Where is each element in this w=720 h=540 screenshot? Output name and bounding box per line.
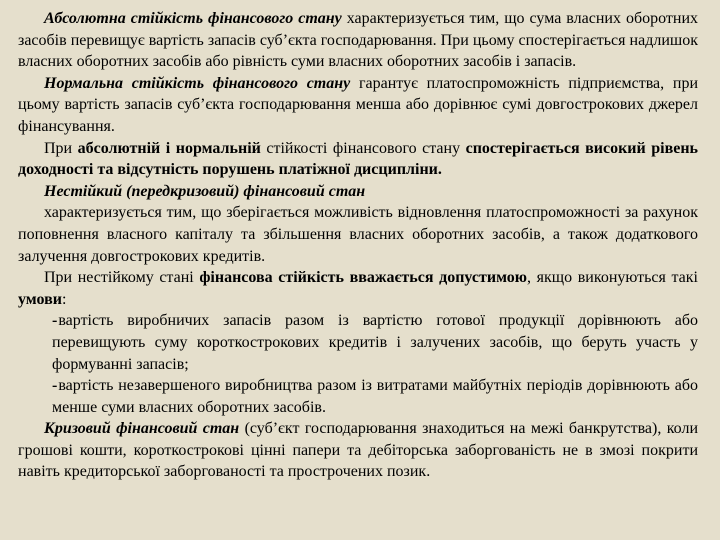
paragraph-absolute-normal-summary — [18, 138, 698, 181]
paragraph-text: , якщо виконуються такі — [527, 269, 699, 287]
list-item-text: вартість виробничих запасів разом із вартістю готової продукції дорівнюють або перевищують суму короткострокових кредитів і залучених засобів, що беруть участь у формуванні запасів; — [52, 312, 698, 373]
paragraph-text: При — [44, 139, 78, 157]
list-item-condition-2 — [52, 375, 698, 418]
paragraph-crisis-state — [18, 418, 698, 483]
dash-bullet: - — [52, 312, 58, 330]
term-crisis-state: Кризовий фінансовий стан — [44, 420, 240, 438]
bold-conclusion: спостерігається високий рівень доходності та відсутність порушень платіжної дисципліни. — [18, 139, 698, 179]
paragraph-text: При нестійкому стані — [44, 269, 200, 287]
paragraph-unstable-heading — [18, 181, 698, 203]
paragraph-absolute-stability — [18, 8, 698, 73]
term-absolute-stability: Абсолютна стійкість фінансового стану — [44, 10, 342, 27]
term-normal-stability: Нормальна стійкість фінансового стану — [44, 74, 351, 92]
paragraph-text: : — [61, 290, 67, 308]
paragraph-text: стійкості фінансового стану — [260, 139, 466, 157]
bold-acceptable-stability: фінансова стійкість вважається допустимою — [199, 269, 528, 287]
bold-conditions: умови — [18, 290, 62, 308]
list-item-text: вартість незавершеного виробництва разом із витратами майбутніх періодів дорівнюють або менше суми власних оборотних засобів. — [52, 377, 698, 416]
paragraph-text: характеризується тим, що зберігається можливість відновлення платоспроможності за рахунок поповнення власного капіталу та збільшення власних оборотних засобів, а також додаткового залучення довгострокових кредитів. — [18, 204, 698, 265]
term-unstable-state: Нестійкий (передкризовий) фінансовий стан — [44, 182, 366, 200]
paragraph-text: характеризується тим, що сума власних оборотних засобів перевищує вартість запасів суб’єкта господарювання. При цьому спостерігається надлишок власних оборотних засобів або рівність суми власних оборотних засобів і запасів. — [18, 10, 698, 71]
paragraph-text: (суб’єкт господарювання знаходиться на межі банкрутства), коли грошові кошти, короткострокові цінні папери та дебіторська заборгованість не в змозі покрити навіть кредиторської заборгованості та прострочених позик. — [18, 420, 699, 481]
paragraph-unstable-conditions — [18, 267, 698, 310]
paragraph-text: гарантує платоспроможність підприємства, при цьому вартість запасів суб’єкта господарювання менша або дорівнює сумі довгострокових джерел фінансування. — [18, 74, 699, 135]
paragraph-normal-stability — [18, 73, 698, 138]
paragraph-unstable-description — [18, 202, 698, 267]
dash-bullet: - — [52, 377, 58, 395]
term-absolute-normal: абсолютній і нормальній — [77, 139, 261, 157]
list-item-condition-1 — [52, 310, 698, 375]
